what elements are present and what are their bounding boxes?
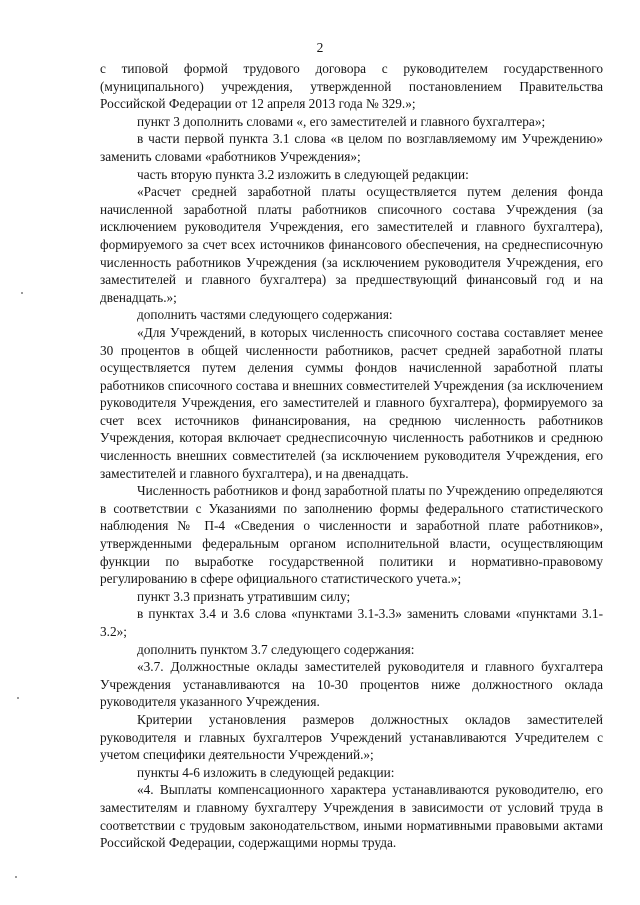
document-body (100, 60, 603, 852)
paragraph-15: «4. Выплаты компенсационного характера устанавливаются руководителю, его заместителям и главному бухгалтеру Учреждения в зависимости от условий труда в соответствии с трудовым законодательством, иными нормативными правовыми актами Российской Федерации, содержащими нормы труда. (100, 782, 603, 851)
paragraph-6: дополнить частями следующего содержания: (137, 307, 393, 323)
paragraph-1: с типовой формой трудового договора с руководителем государственного (муниципального) учреждения, утвержденной постановлением Правительства Российской Федерации от 12 апреля 2013 года № 329.»; (100, 61, 603, 112)
page-number: 2 (316, 40, 324, 55)
scan-speck (15, 876, 17, 878)
scan-speck (21, 292, 23, 294)
paragraph-10: в пунктах 3.4 и 3.6 слова «пунктами 3.1-3.3» заменить словами «пунктами 3.1-3.2»; (100, 606, 603, 639)
paragraph-5: «Расчет средней заработной платы осуществляется путем деления фонда начисленной заработной платы работников списочного состава Учреждения (за исключением руководителя Учреждения, его заместителей и главного бухгалтера), формируемого за счет всех источников финансового обеспечения, на среднесписочную численность работников Учреждения (за исключением руководителя Учреждения, его заместителей и главного бухгалтера) за предшествующий финансовый год и на двенадцать.»; (100, 184, 603, 305)
paragraph-12: «3.7. Должностные оклады заместителей руководителя и главного бухгалтера Учреждения устанавливаются на 10-30 процентов ниже должностного оклада руководителя указанного Учреждения. (100, 659, 603, 710)
paragraph-3: в части первой пункта 3.1 слова «в целом по возглавляемому им Учреждению» заменить словами «работников Учреждения»; (100, 131, 603, 164)
paragraph-13: Критерии установления размеров должностных окладов заместителей руководителя и главных бухгалтеров Учреждений устанавливаются Учредителем с учетом специфики деятельности Учреждений.»; (100, 711, 603, 763)
paragraph-14: пункты 4-6 изложить в следующей редакции: (137, 764, 395, 780)
paragraph-2: пункт 3 дополнить словами «, его заместителей и главного бухгалтера»; (137, 113, 546, 129)
paragraph-9: пункт 3.3 признать утратившим силу; (137, 588, 351, 604)
scan-speck (17, 697, 19, 699)
paragraph-4: часть вторую пункта 3.2 изложить в следующей редакции: (137, 166, 469, 182)
paragraph-7: «Для Учреждений, в которых численность списочного состава составляет менее 30 процентов в общей численности работников, расчет средней заработной платы осуществляется путем деления суммы фондов начисленной заработной платы работников списочного состава и внешних совместителей Учреждения (за исключением руководителя Учреждения, его заместителей и главного бухгалтера), формируемого за счет всех источников финансирования, на среднюю численность работников Учреждения, которая включает среднесписочную численность работников и среднюю численность внешних совместителей (за исключением руководителя Учреждения, его заместителей и главного бухгалтера), и на двенадцать. (100, 324, 603, 481)
paragraph-11: дополнить пунктом 3.7 следующего содержания: (137, 641, 415, 657)
paragraph-8: Численность работников и фонд заработной платы по Учреждению определяются в соответствии с Указаниями по заполнению формы федерального статистического наблюдения № П-4 «Сведения о численности и заработной плате работников», утвержденными федеральным органом исполнительной власти, осуществляющим функции по выработке государственной политики и нормативно-правовому регулированию в сфере официального статистического учета.»; (100, 483, 604, 587)
